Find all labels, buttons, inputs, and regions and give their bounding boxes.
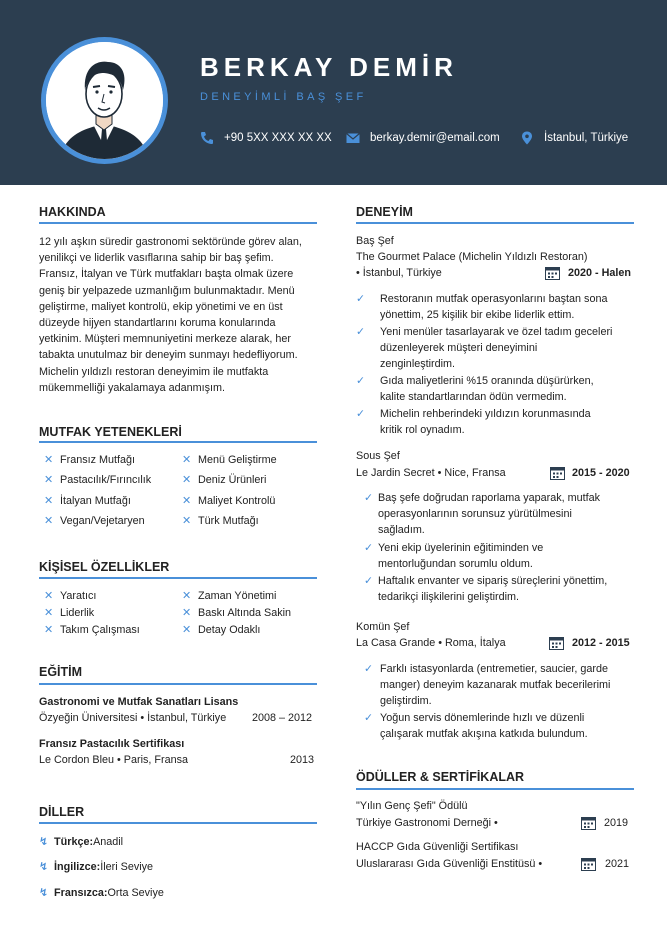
section-divider: [39, 577, 317, 579]
job-bullet: ✓ Yoğun servis dönemlerinde hızlı ve düzenli çalışarak mutfak akışına katkıda bulundum.: [364, 710, 588, 742]
section-divider: [356, 788, 634, 790]
job-date: 2015 - 2020: [572, 467, 630, 479]
language-item: ↯ Türkçe:Anadil: [39, 836, 124, 848]
education-date: 2013: [290, 754, 315, 766]
avatar: [46, 42, 163, 159]
section-divider: [39, 822, 317, 824]
trait-item: ✕ Zaman Yönetimi: [182, 589, 277, 602]
utensils-icon: ✕: [44, 624, 54, 636]
calendar-icon: [545, 266, 560, 280]
section-divider: [39, 222, 317, 224]
job-role: Baş Şef: [356, 235, 394, 247]
phone-text: +90 5XX XXX XX XX: [224, 132, 332, 144]
language-item: ↯ Fransızca:Orta Seviye: [39, 887, 164, 899]
job-location: • İstanbul, Türkiye: [356, 267, 442, 279]
job-bullet: ✓ Yeni ekip üyelerinin eğitiminden ve mentorluğundan sorumlu oldum.: [364, 540, 543, 572]
candidate-name: BERKAY DEMİR: [200, 52, 458, 82]
utensils-icon: ✕: [182, 624, 192, 636]
contact-email: [346, 131, 500, 145]
job-bullet: ✓ Gıda maliyetlerini %15 oranında düşürürken, kalite standartlarından ödün vermedim.: [356, 373, 594, 405]
section-title-personal: KİŞİSEL ÖZELLİKLER: [39, 560, 170, 574]
skill-item: ✕ İtalyan Mutfağı: [44, 494, 131, 507]
utensils-icon: ✕: [182, 590, 192, 602]
utensils-icon: ✕: [182, 474, 192, 486]
award-org: Uluslararası Gıda Güvenliği Enstitüsü •: [356, 858, 543, 870]
award-title: HACCP Gıda Güvenliği Sertifikası: [356, 841, 519, 853]
check-icon: ✓: [364, 712, 374, 724]
job-place: The Gourmet Palace (Michelin Yıldızlı Restoran): [356, 251, 588, 263]
section-divider: [39, 683, 317, 685]
job-bullet: ✓ Baş şefe doğrudan raporlama yaparak, mutfak operasyonlarının sorunsuz yürütülmesini sağladım.: [364, 490, 600, 539]
education-school: Le Cordon Bleu • Paris, Fransa: [39, 754, 189, 766]
job-bullet: ✓ Restoranın mutfak operasyonlarını baştan sona yönettim, 25 kişilik bir ekibe liderlik ettim.: [356, 291, 607, 323]
section-divider: [39, 441, 317, 443]
calendar-icon: [581, 816, 596, 830]
award-org: Türkiye Gastronomi Derneği •: [356, 817, 498, 829]
calendar-icon: [581, 857, 596, 871]
job-place: Le Jardin Secret • Nice, Fransa: [356, 467, 506, 479]
trait-item: ✕ Baskı Altında Sakin: [182, 606, 292, 619]
header: [0, 0, 667, 185]
email-text: berkay.demir@email.com: [370, 132, 500, 144]
location-text: İstanbul, Türkiye: [544, 132, 629, 144]
job-bullet: ✓ Haftalık envanter ve sipariş süreçlerini yönettim, tedarikçi ilişkilerini geliştirdim.: [364, 573, 607, 605]
check-icon: ✓: [364, 575, 374, 587]
skill-item: ✕ Menü Geliştirme: [182, 453, 277, 466]
section-title-awards: ÖDÜLLER & SERTİFİKALAR: [356, 770, 525, 784]
phone-icon: [200, 131, 214, 145]
job-date: 2020 - Halen: [568, 267, 632, 279]
avatar-ring: [41, 37, 168, 164]
section-title-education: EĞİTİM: [39, 665, 83, 679]
utensils-icon: ✕: [182, 607, 192, 619]
trait-item: ✕ Detay Odaklı: [182, 623, 261, 636]
education-school: Özyeğin Üniversitesi • İstanbul, Türkiye: [39, 712, 227, 724]
award-date: 2021: [605, 858, 630, 870]
trait-item: ✕ Yaratıcı: [44, 589, 97, 602]
section-divider: [356, 222, 634, 224]
utensils-icon: ✕: [44, 607, 54, 619]
skill-item: ✕ Deniz Ürünleri: [182, 473, 267, 486]
trait-item: ✕ Liderlik: [44, 606, 95, 619]
skill-item: ✕ Türk Mutfağı: [182, 514, 259, 527]
job-bullet: ✓ Farklı istasyonlarda (entremetier, saucier, garde manger) deneyim kazanarak mutfak becerilerimi geliştirdim.: [364, 661, 610, 710]
utensils-icon: ✕: [44, 454, 54, 466]
utensils-icon: ✕: [182, 515, 192, 527]
check-icon: ✓: [356, 408, 366, 420]
calendar-icon: [550, 466, 565, 480]
section-title-languages: DİLLER: [39, 805, 85, 819]
person-portrait-icon: [46, 42, 163, 159]
utensils-icon: ✕: [44, 590, 54, 602]
skill-item: ✕ Pastacılık/Fırıncılık: [44, 473, 152, 486]
language-icon: ↯: [39, 887, 49, 899]
check-icon: ✓: [356, 375, 366, 387]
job-role: Komün Şef: [356, 621, 410, 633]
contact-phone: [200, 131, 332, 145]
section-title-experience: DENEYİM: [356, 205, 413, 219]
check-icon: ✓: [364, 542, 374, 554]
check-icon: ✓: [364, 492, 374, 504]
language-icon: ↯: [39, 836, 49, 848]
about-paragraph: 12 yılı aşkın süredir gastronomi sektöründe görev alan, yenilikçi ve liderlik vasıflarına sahip bir baş şefim. Fransız, İtalyan ve Türk mutfakları başta olmak üzere geniş bir yelpazede uzmanlığım bulunmaktadır. Menü geliştirme, maliyet kontrolü, ekip yönetimi ve en üst düzeyde hijyen standartlarını koruma konularında yetkinim. Müşteri memnuniyetini merkeze alarak, her tabakta unutulmaz bir deneyim sunmayı hedefliyorum. Michelin yıldızlı restoran deneyimim ile mutfakta mükemmelliği yakalamaya adanmışım.: [39, 236, 302, 394]
job-role: Sous Şef: [356, 450, 400, 462]
location-pin-icon: [520, 131, 534, 145]
skill-item: ✕ Maliyet Kontrolü: [182, 494, 276, 507]
job-bullet: ✓ Michelin rehberindeki yıldızın korunmasında kritik rol oynadım.: [356, 406, 591, 438]
job-bullet: ✓ Yeni menüler tasarlayarak ve özel tadım geceleri düzenleyerek müşteri deneyimini zenginleştirdim.: [356, 324, 612, 373]
job-place: La Casa Grande • Roma, İtalya: [356, 637, 506, 649]
education-degree: Gastronomi ve Mutfak Sanatları Lisans: [39, 696, 239, 708]
education-date: 2008 – 2012: [252, 712, 313, 724]
award-title: "Yılın Genç Şefi" Ödülü: [356, 800, 468, 812]
section-title-about: HAKKINDA: [39, 205, 106, 219]
contact-location: [520, 131, 628, 145]
utensils-icon: ✕: [44, 474, 54, 486]
utensils-icon: ✕: [182, 454, 192, 466]
language-item: ↯ İngilizce:İleri Seviye: [39, 861, 154, 873]
envelope-icon: [346, 131, 360, 145]
utensils-icon: ✕: [182, 495, 192, 507]
job-date: 2012 - 2015: [572, 637, 630, 649]
award-date: 2019: [604, 817, 629, 829]
language-icon: ↯: [39, 861, 49, 873]
utensils-icon: ✕: [44, 515, 54, 527]
candidate-title: DENEYİMLİ BAŞ ŞEF: [200, 91, 367, 103]
skill-item: ✕ Fransız Mutfağı: [44, 453, 136, 466]
education-degree: Fransız Pastacılık Sertifikası: [39, 738, 185, 750]
trait-item: ✕ Takım Çalışması: [44, 623, 140, 636]
skill-item: ✕ Vegan/Vejetaryen: [44, 514, 145, 527]
section-title-kitchen-skills: MUTFAK YETENEKLERİ: [39, 425, 182, 439]
utensils-icon: ✕: [44, 495, 54, 507]
calendar-icon: [549, 636, 564, 650]
check-icon: ✓: [356, 326, 366, 338]
check-icon: ✓: [356, 293, 366, 305]
check-icon: ✓: [364, 663, 374, 675]
